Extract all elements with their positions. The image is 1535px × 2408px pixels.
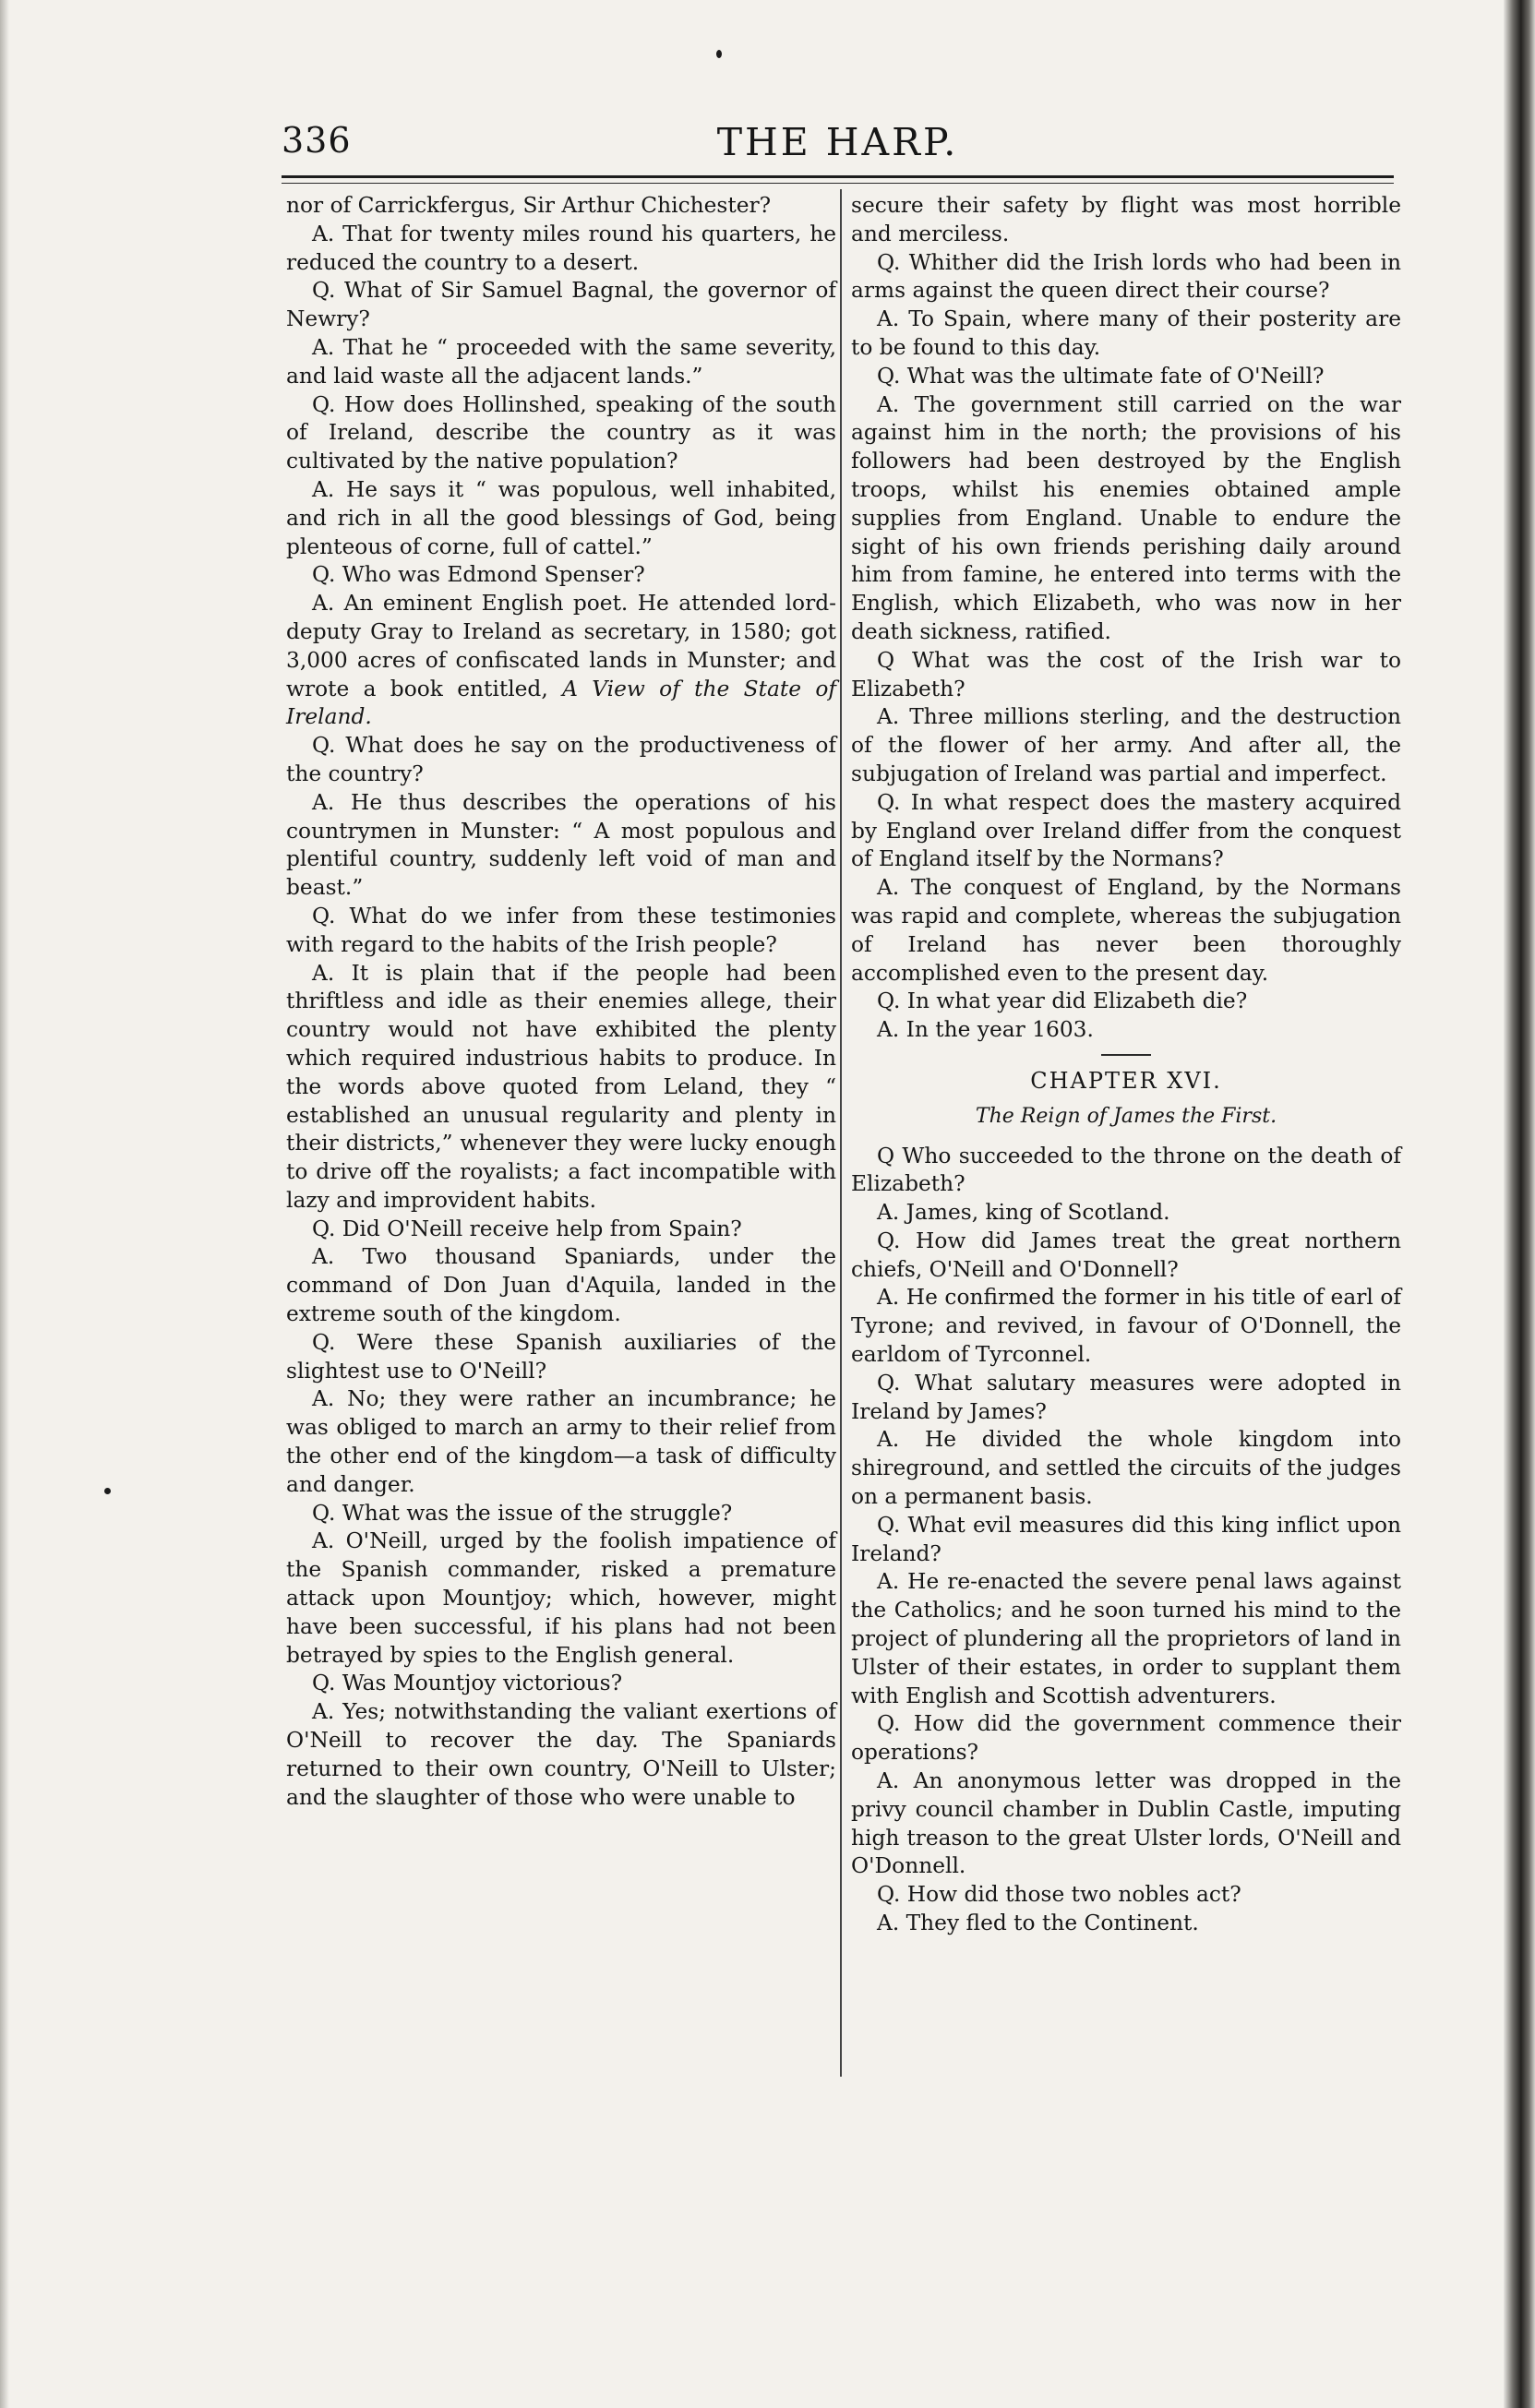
paragraph: Q Who succeeded to the throne on the death of Elizabeth?: [851, 1143, 1401, 1197]
paragraph: Q. What does he say on the productiveness of the country?: [286, 733, 836, 786]
paragraph: A. In the year 1603.: [877, 1017, 1094, 1043]
scan-left-edge: [0, 0, 9, 2408]
paragraph: A. Two thousand Spaniards, under the command of Don Juan d'Aquila, landed in the extreme south of the kingdom.: [286, 1244, 836, 1327]
paragraph: Q. How did the government commence their operations?: [851, 1711, 1401, 1766]
column-divider: [840, 189, 842, 2077]
paragraph: A. It is plain that if the people had been thriftless and idle as their enemies allege, their country would not have exhibited the plenty which required industrious habits to produce. In the words above quoted from Leland, they “ established an unusual regularity and plenty in their districts,” whenever they were lucky enough to drive off the royalists; a fact incompatible with lazy and improvident habits.: [286, 960, 836, 1213]
chapter-title: CHAPTER XVI.: [1030, 1067, 1222, 1094]
paragraph: A. To Spain, where many of their posterity are to be found to this day.: [851, 306, 1401, 360]
scan-binding-edge: [1504, 0, 1535, 2408]
paragraph: A. The conquest of England, by the Normans was rapid and complete, whereas the subjugation of Ireland has never been thoroughly accomplished even to the present day.: [851, 875, 1401, 986]
left-column: [286, 192, 836, 1812]
paragraph: Q. What was the issue of the struggle?: [312, 1500, 733, 1526]
paragraph: A. No; they were rather an incumbrance; he was obliged to march an army to their relief from the other end of the kingdom—a task of difficulty and danger.: [286, 1386, 836, 1497]
paragraph: Q. How does Hollinshed, speaking of the south of Ireland, describe the country as it was cultivated by the native population?: [286, 391, 836, 474]
page-number: 336: [282, 120, 352, 161]
book-title: A View of the State of Ireland.: [286, 676, 836, 730]
paragraph: Q. What evil measures did this king inflict upon Ireland?: [851, 1512, 1401, 1566]
paragraph: Q. Were these Spanish auxiliaries of the slightest use to O'Neill?: [286, 1329, 836, 1384]
paragraph: A. O'Neill, urged by the foolish impatience of the Spanish commander, risked a premature attack upon Mountjoy; which, however, might have been successful, if his plans had not been betrayed by spies to the English general.: [286, 1528, 836, 1668]
paragraph: Q. How did those two nobles act?: [877, 1882, 1241, 1908]
paragraph: A. They fled to the Continent.: [877, 1911, 1199, 1936]
paragraph: A. He says it “ was populous, well inhabited, and rich in all the good blessings of God, being plenteous of corne, full of cattel.”: [286, 476, 836, 559]
paragraph: Q What was the cost of the Irish war to Elizabeth?: [851, 647, 1401, 701]
paragraph: Q. Was Mountjoy victorious?: [312, 1671, 623, 1696]
ink-speck: [104, 1488, 111, 1494]
header-rule-thin: [282, 183, 1394, 184]
page-header: [282, 120, 1394, 175]
paragraph: A. Three millions sterling, and the destruction of the flower of her army. And after all, the subjugation of Ireland was partial and imperfect.: [851, 704, 1401, 786]
paragraph: A. An anonymous letter was dropped in the privy council chamber in Dublin Castle, imputing high treason to the great Ulster lords, O'Neill and O'Donnell.: [851, 1768, 1401, 1879]
header-rule: [282, 175, 1394, 178]
paragraph: A. He re-enacted the severe penal laws against the Catholics; and he soon turned his mind to the project of plundering all the proprietors of land in Ulster of their estates, in order to supplant them with English and Scottish adventurers.: [851, 1569, 1401, 1708]
paragraph: Q. How did James treat the great northern chiefs, O'Neill and O'Donnell?: [851, 1228, 1401, 1282]
paragraph-text: A. An eminent English poet. He attended lord-deputy Gray to Ireland as secretary, in 1580; got 3,000 acres of confiscated lands in Munster; and wrote a book entitled,: [286, 591, 836, 701]
paragraph: A. The government still carried on the war against him in the north; the provisions of his followers had been destroyed by the English troops, whilst his enemies obtained ample supplies from England. Unable to endure the sight of his own friends perishing daily around him from famine, he entered into terms with the English, which Elizabeth, who was now in her death sickness, ratified.: [851, 391, 1401, 644]
paragraph: A. That for twenty miles round his quarters, he reduced the country to a desert.: [286, 221, 836, 275]
ink-speck: [716, 50, 722, 58]
paragraph: A. He divided the whole kingdom into shireground, and settled the circuits of the judges on a permanent basis.: [851, 1427, 1401, 1510]
paragraph: Q. What of Sir Samuel Bagnal, the governor of Newry?: [286, 278, 836, 332]
paragraph: Q. In what respect does the mastery acquired by England over Ireland differ from the conquest of England itself by the Normans?: [851, 789, 1401, 872]
paragraph: A. James, king of Scotland.: [877, 1200, 1170, 1226]
paragraph: Q. Whither did the Irish lords who had been in arms against the queen direct their course?: [851, 249, 1401, 304]
paragraph: Q. What was the ultimate fate of O'Neill?: [877, 363, 1325, 389]
paragraph: A. Yes; notwithstanding the valiant exertions of O'Neill to recover the day. The Spaniards returned to their own country, O'Neill to Ulster; and the slaughter of those who were unable to: [286, 1699, 836, 1810]
running-title: THE HARP.: [716, 120, 959, 164]
paragraph: A. He thus describes the operations of his countrymen in Munster: “ A most populous and plentiful country, suddenly left void of man and beast.”: [286, 789, 836, 901]
paragraph: Q. Who was Edmond Spenser?: [312, 562, 645, 588]
chapter-subtitle: The Reign of James the First.: [975, 1104, 1277, 1128]
paragraph: Q. What do we infer from these testimonies with regard to the habits of the Irish people?: [286, 903, 836, 957]
right-column: [851, 192, 1401, 1938]
paragraph: secure their safety by flight was most horrible and merciless.: [851, 193, 1401, 246]
paragraph: Q. Did O'Neill receive help from Spain?: [312, 1216, 742, 1241]
paragraph: A. That he “ proceeded with the same severity, and laid waste all the adjacent lands.”: [286, 334, 836, 389]
paragraph: Q. What salutary measures were adopted in Ireland by James?: [851, 1370, 1401, 1424]
paragraph-with-title: [286, 590, 836, 732]
chapter-divider: [1101, 1054, 1151, 1056]
paragraph: Q. In what year did Elizabeth die?: [877, 988, 1248, 1014]
paragraph: nor of Carrickfergus, Sir Arthur Chichester?: [286, 193, 772, 218]
paragraph: A. He confirmed the former in his title of earl of Tyrone; and revived, in favour of O'Donnell, the earldom of Tyrconnel.: [851, 1285, 1401, 1368]
